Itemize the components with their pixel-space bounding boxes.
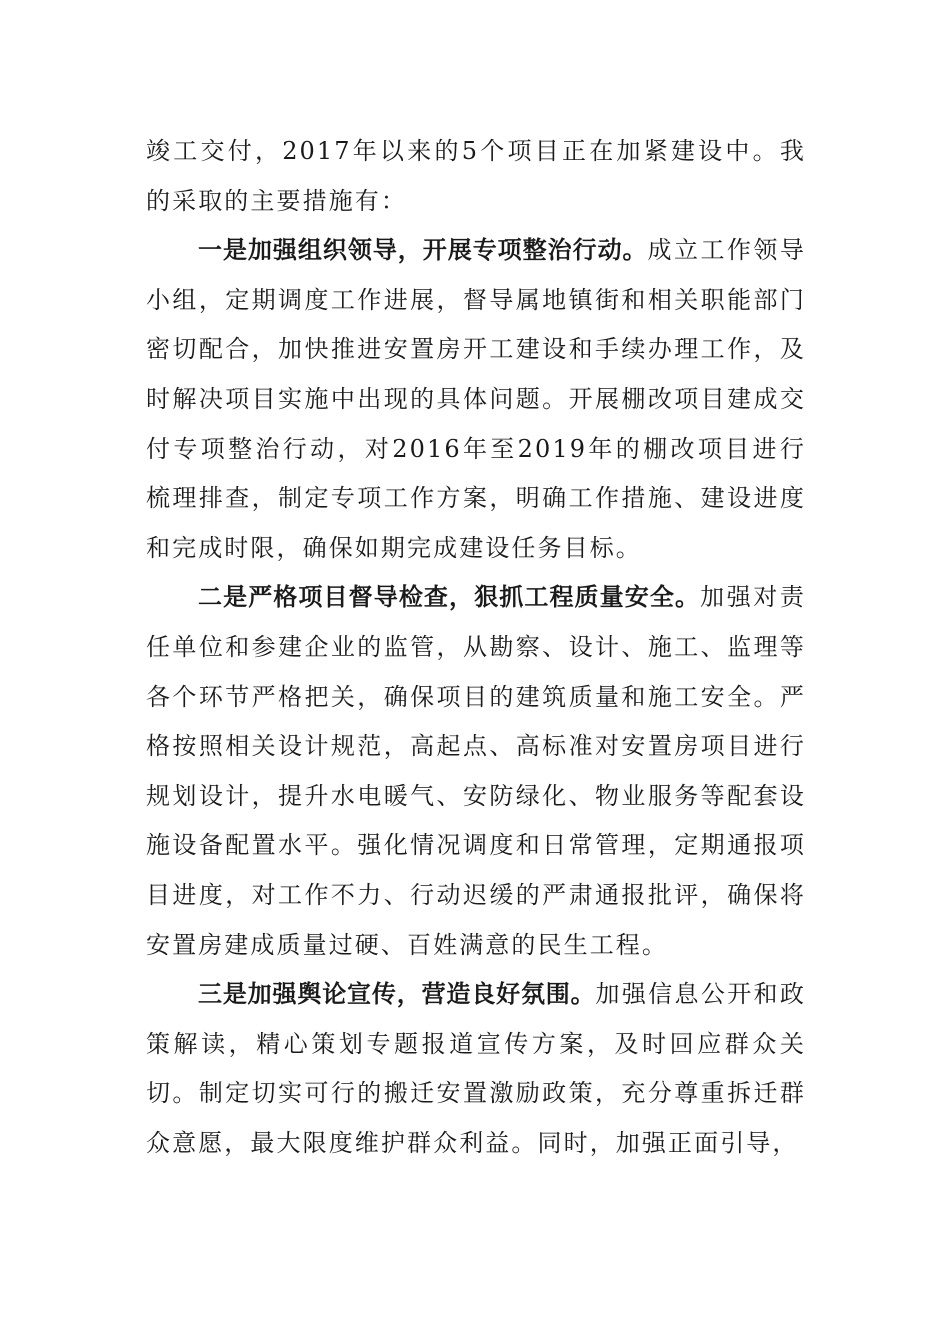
paragraph-heading: 一是加强组织领导，开展专项整治行动。 <box>198 236 648 265</box>
paragraph-heading: 二是严格项目督导检查，狠抓工程质量安全。 <box>198 583 701 612</box>
paragraph-body: 竣工交付，2017年以来的5个项目正在加紧建设中。我的采取的主要措施有： <box>146 137 806 215</box>
paragraph-measure-three <box>146 970 806 1168</box>
paragraph-measure-two <box>146 573 806 970</box>
paragraph-body: 加强对责任单位和参建企业的监管，从勘察、设计、施工、监理等各个环节严格把关，确保项目的建筑质量和施工安全。严格按照相关设计规范，高起点、高标准对安置房项目进行规划设计，提升水电暖气、安防绿化、物业服务等配套设施设备配置水平。强化情况调度和日常管理，定期通报项目进度，对工作不力、行动迟缓的严肃通报批评，确保将安置房建成质量过硬、百姓满意的民生工程。 <box>146 583 807 959</box>
paragraph-body: 加强信息公开和政策解读，精心策划专题报道宣传方案，及时回应群众关切。制定切实可行的搬迁安置激励政策，充分尊重拆迁群众意愿，最大限度维护群众利益。同时，加强正面引导， <box>146 980 806 1157</box>
paragraph-measure-one <box>146 226 806 573</box>
paragraph-heading: 三是加强舆论宣传，营造良好氛围。 <box>198 980 596 1009</box>
paragraph-intro <box>146 127 806 226</box>
paragraph-body: 成立工作领导小组，定期调度工作进展，督导属地镇街和相关职能部门密切配合，加快推进安置房开工建设和手续办理工作，及时解决项目实施中出现的具体问题。开展棚改项目建成交付专项整治行动，对2016年至2019年的棚改项目进行梳理排查，制定专项工作方案，明确工作措施、建设进度和完成时限，确保如期完成建设任务目标。 <box>146 236 806 562</box>
document-body <box>146 127 806 1168</box>
